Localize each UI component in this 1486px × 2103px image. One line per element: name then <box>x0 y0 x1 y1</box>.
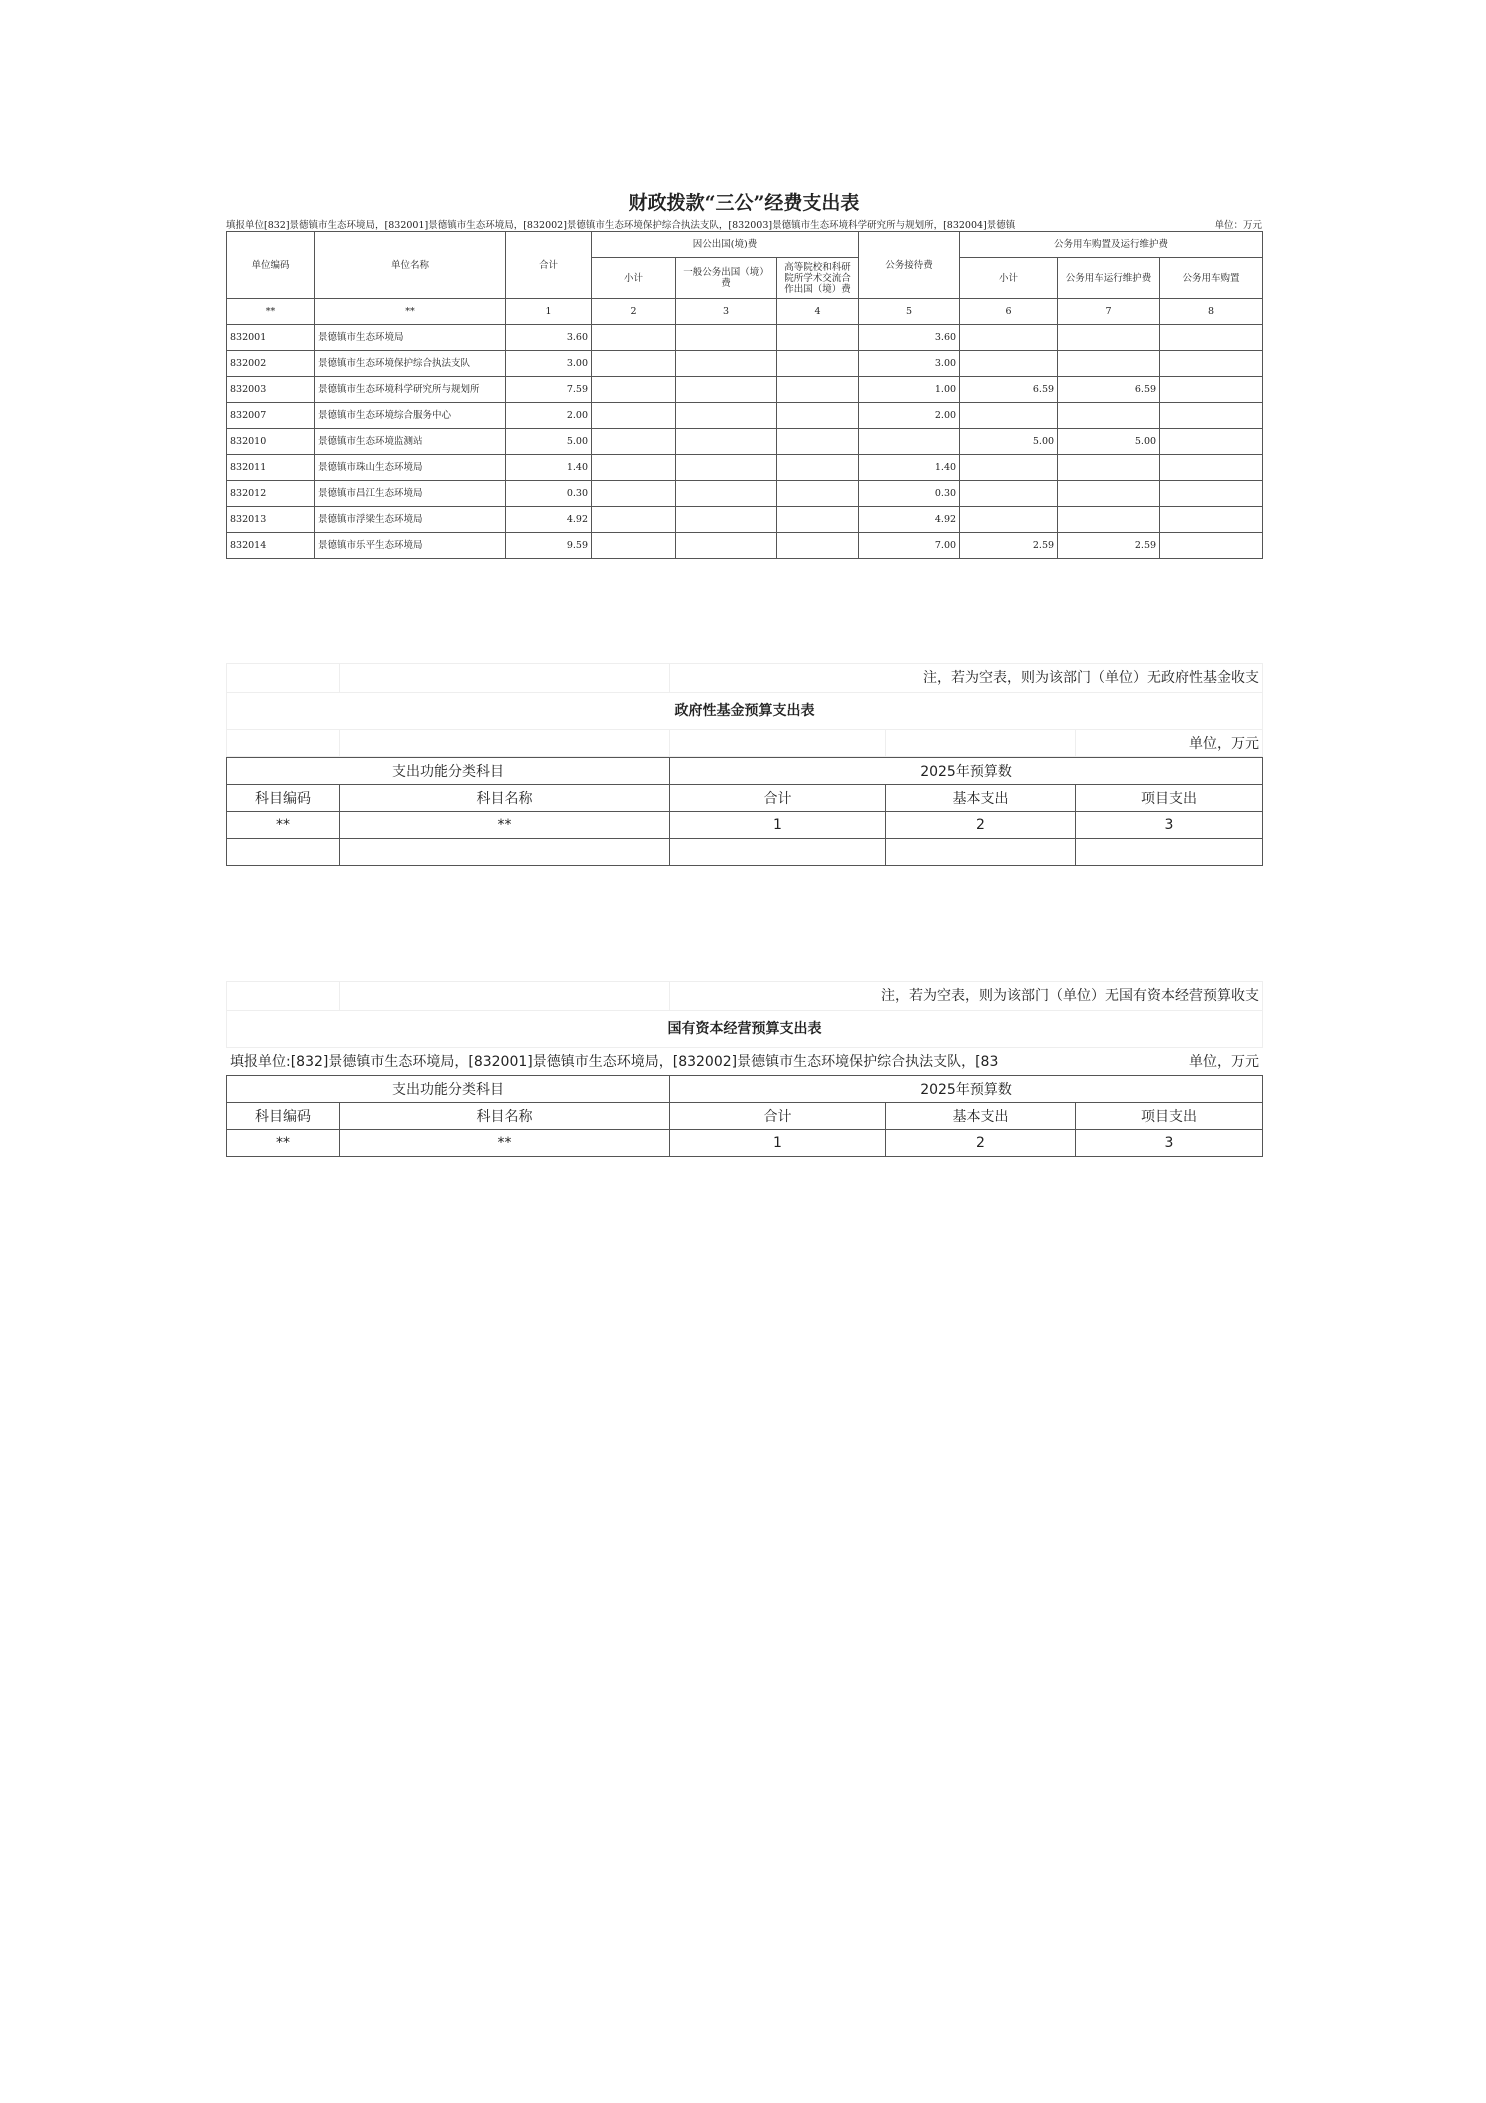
cell-abroad-sub <box>592 351 676 377</box>
cell-code: 832003 <box>227 377 315 403</box>
cell-code: 832011 <box>227 455 315 481</box>
cell-total: 2.00 <box>506 403 592 429</box>
cell-reception: 7.00 <box>859 533 960 559</box>
col-basic: 基本支出 <box>886 1103 1076 1130</box>
cell-total: 3.00 <box>506 351 592 377</box>
cell-vehicle-sub: 6.59 <box>960 377 1058 403</box>
cell-name: 景德镇市珠山生态环境局 <box>315 455 506 481</box>
cell-abroad-sub <box>592 403 676 429</box>
cell-abroad-general <box>676 403 777 429</box>
table-row <box>227 481 1263 507</box>
cell-vehicle-buy <box>1160 507 1263 533</box>
gov-fund-unit: 单位，万元 <box>1076 730 1263 757</box>
cell-vehicle-run <box>1058 507 1160 533</box>
cell-total: 5.00 <box>506 429 592 455</box>
cell-total: 3.60 <box>506 325 592 351</box>
cell-abroad-academic <box>777 455 859 481</box>
cell-reception: 0.30 <box>859 481 960 507</box>
cell-reception: 1.40 <box>859 455 960 481</box>
cell-abroad-academic <box>777 507 859 533</box>
sangong-table <box>226 231 1263 559</box>
col-total: 合计 <box>670 1103 886 1130</box>
th-vehicle-buy: 公务用车购置 <box>1160 258 1263 299</box>
cell-total: 1.40 <box>506 455 592 481</box>
cell-abroad-general <box>676 429 777 455</box>
cell-vehicle-run: 5.00 <box>1058 429 1160 455</box>
cell-vehicle-buy <box>1160 377 1263 403</box>
cell-reception: 3.00 <box>859 351 960 377</box>
index-cell: ** <box>227 1130 340 1157</box>
cell-code: 832014 <box>227 533 315 559</box>
cell-reception: 1.00 <box>859 377 960 403</box>
table-row <box>227 403 1263 429</box>
cell-reception: 4.92 <box>859 507 960 533</box>
cell-name: 景德镇市乐平生态环境局 <box>315 533 506 559</box>
gov-fund-note: 注，若为空表，则为该部门（单位）无政府性基金收支 <box>670 664 1263 693</box>
cell-name: 景德镇市昌江生态环境局 <box>315 481 506 507</box>
col-project: 项目支出 <box>1076 1103 1263 1130</box>
cell-name: 景德镇市生态环境保护综合执法支队 <box>315 351 506 377</box>
cell-abroad-general <box>676 507 777 533</box>
col-subject-code: 科目编码 <box>227 1103 340 1130</box>
index-cell: 1 <box>670 1130 886 1157</box>
th-vehicle: 公务用车购置及运行维护费 <box>960 232 1263 258</box>
col-subject-code: 科目编码 <box>227 785 340 812</box>
gov-fund-header-grid <box>226 663 1263 757</box>
th-abroad-general: 一般公务出国（境）费 <box>676 258 777 299</box>
cell-vehicle-buy <box>1160 455 1263 481</box>
index-cell: ** <box>340 812 670 839</box>
table1-filler-row <box>226 217 1262 231</box>
col-subject-name: 科目名称 <box>340 785 670 812</box>
index-cell: 7 <box>1058 299 1160 325</box>
cell-vehicle-sub <box>960 481 1058 507</box>
cell-code: 832001 <box>227 325 315 351</box>
table-row <box>227 533 1263 559</box>
table-row <box>227 507 1263 533</box>
cell-vehicle-run <box>1058 403 1160 429</box>
index-cell: 1 <box>506 299 592 325</box>
th-total: 合计 <box>506 232 592 299</box>
cell-abroad-general <box>676 533 777 559</box>
cell-vehicle-sub <box>960 325 1058 351</box>
index-cell: ** <box>340 1130 670 1157</box>
cell-abroad-general <box>676 351 777 377</box>
cell-vehicle-sub <box>960 507 1058 533</box>
cell-vehicle-run <box>1058 481 1160 507</box>
cell-code: 832013 <box>227 507 315 533</box>
index-row <box>227 299 1263 325</box>
index-cell: 5 <box>859 299 960 325</box>
cell-abroad-general <box>676 325 777 351</box>
cell-abroad-sub <box>592 377 676 403</box>
cell-vehicle-run <box>1058 351 1160 377</box>
state-capital-table <box>226 1075 1263 1157</box>
index-cell: 1 <box>670 812 886 839</box>
cell-abroad-academic <box>777 351 859 377</box>
cell-abroad-academic <box>777 377 859 403</box>
th-abroad: 因公出国(境)费 <box>592 232 859 258</box>
cell-code: 832007 <box>227 403 315 429</box>
table1-title: 财政拨款“三公”经费支出表 <box>628 192 860 214</box>
cell-abroad-general <box>676 481 777 507</box>
cell-code: 832012 <box>227 481 315 507</box>
state-capital-group-right: 2025年预算数 <box>670 1076 1263 1103</box>
gov-fund-section <box>226 663 1262 866</box>
cell-vehicle-sub <box>960 403 1058 429</box>
table1-filler: 填报单位[832]景德镇市生态环境局，[832001]景德镇市生态环境局，[832002]景德镇市生态环境保护综合执法支队，[832003]景德镇市生态环境科学研究所与规划所，[832004]景德镇 <box>226 220 1016 231</box>
cell-reception: 3.60 <box>859 325 960 351</box>
cell-abroad-academic <box>777 429 859 455</box>
index-cell: 3 <box>1076 1130 1263 1157</box>
cell-reception: 2.00 <box>859 403 960 429</box>
cell-abroad-sub <box>592 429 676 455</box>
th-name: 单位名称 <box>315 232 506 299</box>
state-capital-note: 注，若为空表，则为该部门（单位）无国有资本经营预算收支 <box>670 982 1263 1011</box>
cell-total: 9.59 <box>506 533 592 559</box>
cell-code: 832010 <box>227 429 315 455</box>
cell-name: 景德镇市生态环境综合服务中心 <box>315 403 506 429</box>
index-cell: 8 <box>1160 299 1263 325</box>
cell-code: 832002 <box>227 351 315 377</box>
gov-fund-group-right: 2025年预算数 <box>670 758 1263 785</box>
cell-vehicle-sub <box>960 351 1058 377</box>
th-code: 单位编码 <box>227 232 315 299</box>
state-capital-section <box>226 981 1262 1157</box>
cell-abroad-academic <box>777 533 859 559</box>
table1-unit: 单位：万元 <box>1214 220 1262 231</box>
index-cell: ** <box>227 299 315 325</box>
cell-vehicle-buy <box>1160 429 1263 455</box>
col-total: 合计 <box>670 785 886 812</box>
table-row <box>227 377 1263 403</box>
col-subject-name: 科目名称 <box>340 1103 670 1130</box>
cell-vehicle-sub: 2.59 <box>960 533 1058 559</box>
th-vehicle-sub: 小计 <box>960 258 1058 299</box>
cell-vehicle-buy <box>1160 403 1263 429</box>
index-cell: 2 <box>886 1130 1076 1157</box>
col-project: 项目支出 <box>1076 785 1263 812</box>
table-row <box>227 455 1263 481</box>
col-basic: 基本支出 <box>886 785 1076 812</box>
sangong-section <box>226 192 1262 559</box>
cell-total: 7.59 <box>506 377 592 403</box>
cell-vehicle-buy <box>1160 533 1263 559</box>
cell-abroad-academic <box>777 325 859 351</box>
cell-abroad-academic <box>777 403 859 429</box>
index-cell: 2 <box>886 812 1076 839</box>
cell-vehicle-run <box>1058 325 1160 351</box>
th-reception: 公务接待费 <box>859 232 960 299</box>
cell-abroad-academic <box>777 481 859 507</box>
gov-fund-group-left: 支出功能分类科目 <box>227 758 670 785</box>
index-cell: 3 <box>1076 812 1263 839</box>
table-row <box>227 429 1263 455</box>
cell-vehicle-sub <box>960 455 1058 481</box>
cell-total: 0.30 <box>506 481 592 507</box>
cell-name: 景德镇市生态环境局 <box>315 325 506 351</box>
cell-abroad-sub <box>592 455 676 481</box>
th-abroad-sub: 小计 <box>592 258 676 299</box>
cell-name: 景德镇市生态环境科学研究所与规划所 <box>315 377 506 403</box>
index-cell: 6 <box>960 299 1058 325</box>
index-cell: 2 <box>592 299 676 325</box>
th-vehicle-run: 公务用车运行维护费 <box>1058 258 1160 299</box>
empty-row <box>227 839 1263 866</box>
cell-total: 4.92 <box>506 507 592 533</box>
state-capital-header-grid <box>226 981 1263 1075</box>
cell-name: 景德镇市生态环境监测站 <box>315 429 506 455</box>
cell-abroad-sub <box>592 325 676 351</box>
table-row <box>227 325 1263 351</box>
cell-vehicle-run: 2.59 <box>1058 533 1160 559</box>
cell-vehicle-sub: 5.00 <box>960 429 1058 455</box>
index-cell: 3 <box>676 299 777 325</box>
cell-vehicle-run <box>1058 455 1160 481</box>
state-capital-unit: 单位，万元 <box>1189 1054 1260 1070</box>
cell-abroad-sub <box>592 507 676 533</box>
cell-abroad-sub <box>592 533 676 559</box>
th-abroad-academic: 高等院校和科研院所学术交流合作出国（境）费 <box>777 258 859 299</box>
state-capital-title: 国有资本经营预算支出表 <box>227 1011 1263 1048</box>
cell-name: 景德镇市浮梁生态环境局 <box>315 507 506 533</box>
index-cell: 4 <box>777 299 859 325</box>
index-cell: ** <box>227 812 340 839</box>
cell-reception <box>859 429 960 455</box>
gov-fund-table <box>226 757 1263 866</box>
cell-vehicle-buy <box>1160 481 1263 507</box>
cell-abroad-sub <box>592 481 676 507</box>
cell-vehicle-run: 6.59 <box>1058 377 1160 403</box>
gov-fund-title: 政府性基金预算支出表 <box>227 693 1263 730</box>
cell-vehicle-buy <box>1160 351 1263 377</box>
state-capital-group-left: 支出功能分类科目 <box>227 1076 670 1103</box>
index-cell: ** <box>315 299 506 325</box>
cell-vehicle-buy <box>1160 325 1263 351</box>
cell-abroad-general <box>676 455 777 481</box>
sangong-table-body <box>227 325 1263 559</box>
cell-abroad-general <box>676 377 777 403</box>
state-capital-filler: 填报单位:[832]景德镇市生态环境局，[832001]景德镇市生态环境局，[832002]景德镇市生态环境保护综合执法支队，[83 <box>230 1054 999 1070</box>
table-row <box>227 351 1263 377</box>
